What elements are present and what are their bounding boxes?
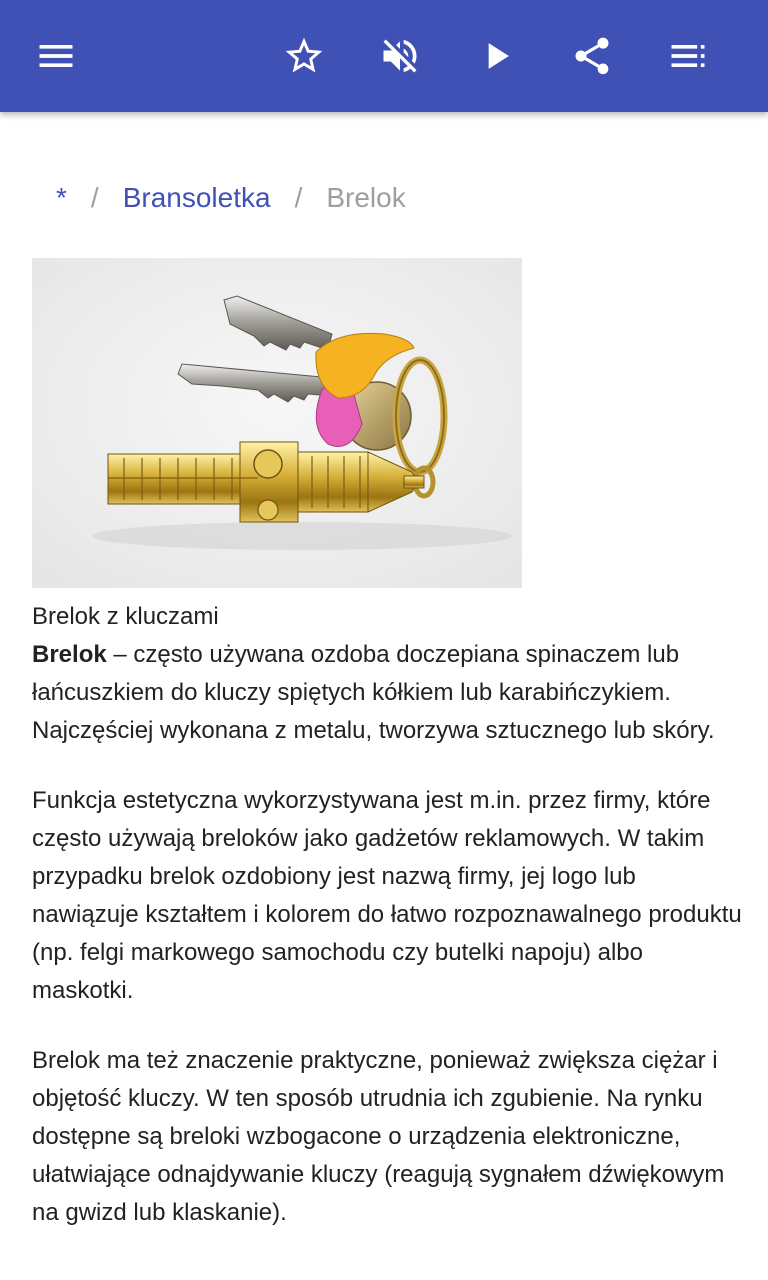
breadcrumb xyxy=(56,178,406,218)
keychain-photo-illustration xyxy=(32,258,522,588)
list-icon xyxy=(666,34,710,78)
app-bar xyxy=(0,0,768,112)
article-paragraph: Funkcja estetyczna wykorzystywana jest m.in. przez firmy, które często używają breloków jako gadżetów reklamowych. W takim przypadku brelok ozdobiony jest nazwą firmy, jej logo lub nawiązuje kształtem i kolorem do łatwo rozpoznawalnego produktu (np. felgi markowego samochodu czy butelki napoju) albo maskotki. xyxy=(32,787,742,1004)
menu-button[interactable] xyxy=(24,24,88,88)
star-outline-icon xyxy=(282,34,326,78)
article-content xyxy=(32,598,742,1264)
article-term: Brelok xyxy=(32,641,107,668)
breadcrumb-separator: / xyxy=(90,182,99,213)
breadcrumb-separator: / xyxy=(294,182,303,213)
breadcrumb-current: Brelok xyxy=(326,182,406,213)
breadcrumb-root-link[interactable]: * xyxy=(56,182,67,213)
favorite-button[interactable] xyxy=(272,24,336,88)
contents-button[interactable] xyxy=(656,24,720,88)
mute-button[interactable] xyxy=(368,24,432,88)
volume-off-icon xyxy=(378,34,422,78)
image-caption: Brelok z kluczami xyxy=(32,603,219,630)
play-icon xyxy=(474,34,518,78)
share-button[interactable] xyxy=(560,24,624,88)
article-intro-text: – często używana ozdoba doczepiana spinaczem lub łańcuszkiem do kluczy spiętych kółkiem lub karabińczykiem. Najczęściej wykonana z metalu, tworzywa sztucznego lub skóry. xyxy=(32,641,715,744)
article-paragraph: Brelok ma też znaczenie praktyczne, ponieważ zwiększa ciężar i objętość kluczy. W ten sposób utrudnia ich zgubienie. Na rynku dostępne są breloki wzbogacone o urządzenia elektroniczne, ułatwiające odnajdywanie kluczy (reagują sygnałem dźwiękowym na gwizd lub klaskanie). xyxy=(32,1047,725,1226)
article-paragraph xyxy=(32,636,742,750)
breadcrumb-parent-link[interactable]: Bransoletka xyxy=(122,182,271,213)
play-button[interactable] xyxy=(464,24,528,88)
share-icon xyxy=(570,34,614,78)
article-image[interactable] xyxy=(32,258,522,588)
hamburger-menu-icon xyxy=(34,34,78,78)
